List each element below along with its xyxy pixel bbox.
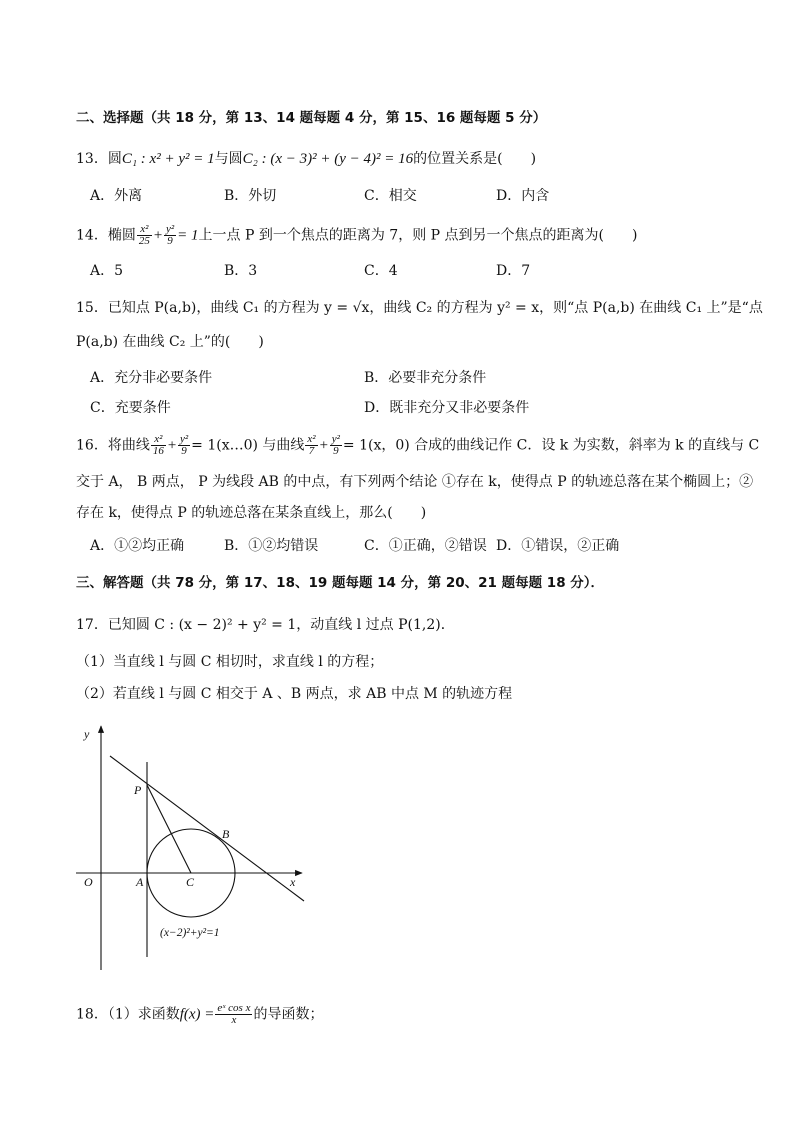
- label-b: B: [222, 827, 230, 841]
- q15-option-d: D．既非充分又非必要条件: [364, 400, 530, 416]
- q16-prefix: 16．将曲线: [76, 437, 150, 454]
- q14-prefix: 14．椭圆: [76, 227, 136, 244]
- q16-option-a: A．①②均正确: [90, 538, 185, 554]
- q16-line-3: 存在 k，使得点 P 的轨迹总落在某条直线上，那么( ): [76, 505, 427, 521]
- q14-fraction-2: $\frac{\text{y²}}{9}$: [165, 223, 175, 247]
- q16-mid-1: = 1(x…0) 与曲线: [191, 437, 305, 454]
- q14-suffix: 上一点 P 到一个焦点的距离为 7，则 P 点到另一个焦点的距离为( ): [198, 227, 638, 244]
- q16-mid-2: = 1(x，0) 合成的曲线记作 C．设 k 为实数，斜率为 k 的直线与 C: [342, 437, 760, 454]
- section-2-heading: 二、选择题（共 18 分，第 13、14 题每题 4 分，第 15、16 题每题 5 分）: [76, 110, 547, 126]
- q15-option-c: C．充要条件: [90, 400, 171, 416]
- q13-option-c: C．相交: [364, 188, 417, 204]
- q18-suffix: 的导函数；: [253, 1006, 324, 1023]
- q16-line-1: 16．将曲线 $\frac{\text{x²}}{16}$ + $\frac{\text{y²}}{9}$ = 1(x…0) 与曲线 $\frac{\text{x²}}{7}$ + $\frac{\text{y²}}{9}$ = 1(x，0) 合成的曲线记作 C．设 k 为实数，斜率为 k 的直线与 C: [76, 433, 760, 457]
- label-p: P: [134, 783, 142, 797]
- q14-option-a: A．5: [90, 263, 124, 279]
- circle-equation: (x−2)²+y²=1: [160, 927, 220, 939]
- q14-option-d: D．7: [496, 263, 531, 279]
- q18-func: f(x) =: [179, 1006, 215, 1023]
- q15-line-1: 15．已知点 P(a,b)，曲线 C₁ 的方程为 y = √x，曲线 C₂ 的方程为 y² = x，则“点 P(a,b) 在曲线 C₁ 上”是“点: [76, 300, 763, 316]
- q18-prefix: 18．（1）求函数: [76, 1006, 180, 1023]
- q14-option-c: C．4: [364, 263, 398, 279]
- q17-part-1: （1）当直线 l 与圆 C 相切时，求直线 l 的方程；: [76, 654, 384, 670]
- q16-option-d: D．①错误，②正确: [496, 538, 620, 554]
- label-y: y: [84, 727, 90, 741]
- label-c: C: [186, 875, 195, 889]
- label-x: x: [290, 875, 296, 889]
- q18-line-1: [76, 1003, 323, 1026]
- q16-fraction-3: $\frac{\text{x²}}{7}$: [307, 433, 316, 457]
- q15-line-2: P(a,b) 在曲线 C₂ 上”的( ): [76, 334, 264, 350]
- label-o: O: [84, 875, 93, 889]
- q14-plus: +: [152, 227, 163, 244]
- q16-fraction-2: $\frac{\text{y²}}{9}$: [179, 433, 189, 457]
- q13-option-d: D．内含: [496, 188, 550, 204]
- q16-fraction-4: $\frac{\text{y²}}{9}$: [331, 433, 340, 457]
- q16-line-2: 交于 A， B 两点， P 为线段 AB 的中点，有下列两个结论 ①存在 k，使得点 P 的轨迹总落在某个椭圆上；②: [76, 474, 754, 490]
- q17-part-2: （2）若直线 l 与圆 C 相交于 A 、B 两点，求 AB 中点 M 的轨迹方程: [76, 686, 513, 702]
- question-13: [76, 149, 536, 169]
- q15-option-b: B．必要非充分条件: [364, 370, 487, 386]
- q14-eq: = 1: [177, 227, 199, 244]
- q15-option-a: A．充分非必要条件: [90, 370, 213, 386]
- q13-option-a: A．外离: [90, 188, 143, 204]
- q13-circle-1: C₁ : x² + y² = 1: [121, 151, 215, 167]
- q13-prefix: 13．圆: [76, 151, 122, 167]
- q17-figure: [70, 722, 310, 977]
- q18-fraction: $\frac{\text{eˣ cos x}}{x}$: [217, 1002, 251, 1026]
- question-14: [76, 224, 637, 247]
- label-a: A: [136, 875, 144, 889]
- q13-circle-2: C₂ : (x − 3)² + (y − 4)² = 16: [242, 151, 414, 167]
- q17-line-1: 17．已知圆 C : (x − 2)² + y² = 1，动直线 l 过点 P(1,2)．: [76, 617, 455, 633]
- section-3-heading: 三、解答题（共 78 分，第 17、18、19 题每题 14 分，第 20、21 题每题 18 分）．: [76, 575, 605, 591]
- q13-option-b: B．外切: [224, 188, 277, 204]
- q13-suffix: 的位置关系是( ): [413, 151, 537, 167]
- q16-fraction-1: $\frac{\text{x²}}{16}$: [152, 433, 164, 457]
- q16-option-c: C．①正确，②错误: [364, 538, 487, 554]
- q14-option-b: B．3: [224, 263, 258, 279]
- q14-fraction-1: $\frac{\text{x²}}{25}$: [138, 223, 150, 247]
- q16-option-b: B．①②均错误: [224, 538, 319, 554]
- q13-mid: 与圆: [214, 151, 243, 167]
